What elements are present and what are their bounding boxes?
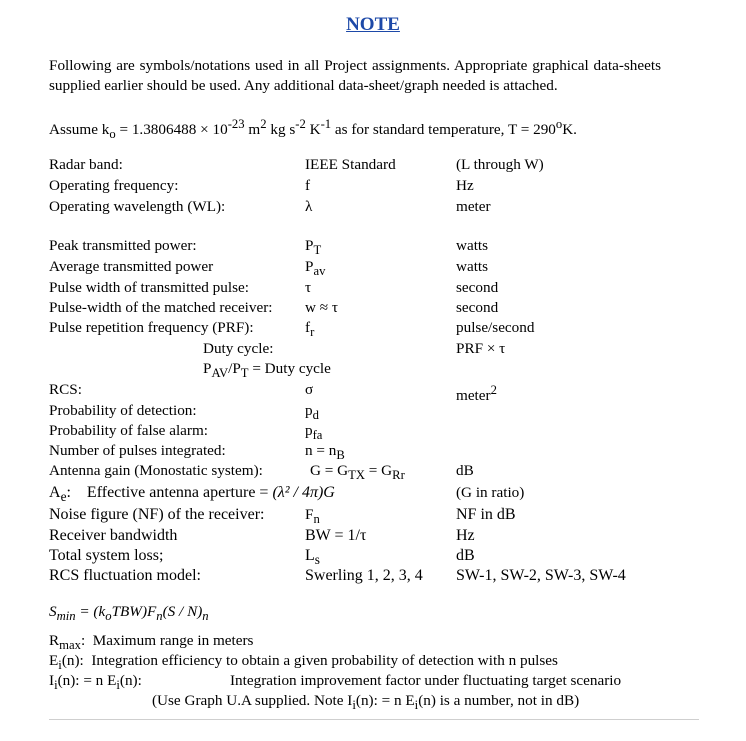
pulse-width-symbol: τ [305,279,312,296]
operating-frequency-label: Operating frequency: [49,177,179,194]
average-power-unit: watts [456,258,489,275]
receiver-bandwidth-unit: Hz [456,527,475,544]
pulses-integrated-label: Number of pulses integrated: [49,442,226,459]
prf-label: Pulse repetition frequency (PRF): [49,319,254,336]
operating-frequency-unit: Hz [456,177,474,194]
matched-pulse-width-label: Pulse-width of the matched receiver: [49,299,273,316]
radar-band-symbol: IEEE Standard [305,156,396,173]
antenna-gain-symbol: $G = G_{TX} = G_{Rr}$ [310,462,405,483]
peak-power-symbol: $P_T$ [305,237,322,258]
pulse-width-unit: second [456,279,499,296]
prob-detection-symbol: $p_d$ [305,402,319,423]
prob-detection-label: Probability of detection: [49,402,197,419]
noise-figure-symbol: $F_n$ [305,506,320,527]
duty-cycle-ratio: $P_{AV}/P_T$ = Duty cycle [203,360,331,381]
rcs-fluctuation-label: RCS fluctuation model: [49,567,201,584]
matched-pulse-width-unit: second [456,299,499,316]
operating-frequency-symbol: f [305,177,311,194]
antenna-gain-unit: dB [456,462,474,479]
operating-wavelength-unit: meter [456,198,491,215]
ei-definition: $E_i(n)$: Integration efficiency to obtain a given probability of detection with n pulses [49,652,558,673]
rcs-symbol: σ [305,381,314,398]
peak-power-unit: watts [456,237,489,254]
radar-band-label: Radar band: [49,156,123,173]
rmax-definition: $R_{max}$: Maximum range in meters [49,632,254,653]
page-title: NOTE [346,14,400,35]
smin-equation: $S_{min} = (k_oTBW)F_n(S / N)_n$ [49,603,209,624]
average-power-symbol: $P_{av}$ [305,258,326,279]
peak-power-label: Peak transmitted power: [49,237,197,254]
duty-cycle-label: Duty cycle: [203,340,274,357]
receiver-bandwidth-label: Receiver bandwidth [49,527,178,544]
noise-figure-label: Noise figure (NF) of the receiver: [49,506,265,523]
aperture-row: $A_e$: Effective antenna aperture = (λ² / 4π)G [49,484,335,505]
prob-false-alarm-label: Probability of false alarm: [49,422,209,439]
operating-wavelength-label: Operating wavelength (WL): [49,198,226,215]
rcs-fluctuation-unit: SW-1, SW-2, SW-3, SW-4 [456,567,626,584]
prob-false-alarm-symbol: $p_{fa}$ [305,422,323,443]
prf-symbol: $f_r$ [305,319,315,340]
antenna-gain-label: Antenna gain (Monostatic system): [49,462,263,479]
radar-band-unit: (L through W) [456,156,544,173]
operating-wavelength-symbol: λ [305,198,313,215]
intro-paragraph: Following are symbols/notations used in all Project assignments. Appropriate graphical data-sheets supplied earlier should be used. Any additional data-sheet/graph needed is attached. [49,57,661,94]
graph-note: (Use Graph U.A supplied. Note $I_i(n)$: = n $E_i(n)$ is a number, not in dB) [152,692,580,713]
system-loss-label: Total system loss; [49,547,164,564]
prf-unit: pulse/second [456,319,535,336]
system-loss-symbol: $L_s$ [305,547,320,568]
rcs-label: RCS: [49,381,82,398]
average-power-label: Average transmitted power [49,258,214,275]
matched-pulse-width-symbol: w ≈ τ [305,299,339,316]
ii-description: Integration improvement factor under fluctuating target scenario [230,672,622,689]
pulse-width-label: Pulse width of transmitted pulse: [49,279,249,296]
boltzmann-assumption: Assume $k_o = 1.3806488 \times 10^{-23}$ $m^2$ kg $s^{-2}$ $K^{-1}$ as for standard temperature, $T = 290^oK$. [49,117,577,142]
rcs-fluctuation-symbol: Swerling 1, 2, 3, 4 [305,567,423,584]
bottom-divider [49,719,699,720]
pulses-integrated-symbol: $n = n_B$ [305,442,345,463]
rcs-unit: meter$^2$ [456,383,497,405]
system-loss-unit: dB [456,547,475,564]
aperture-unit: (G in ratio) [456,484,525,501]
ii-definition: $I_i(n)$: = n $E_i(n)$: [49,672,142,693]
receiver-bandwidth-symbol: BW = 1/τ [305,527,367,544]
noise-figure-unit: NF in dB [456,506,516,523]
duty-cycle-unit: PRF × τ [456,340,506,357]
